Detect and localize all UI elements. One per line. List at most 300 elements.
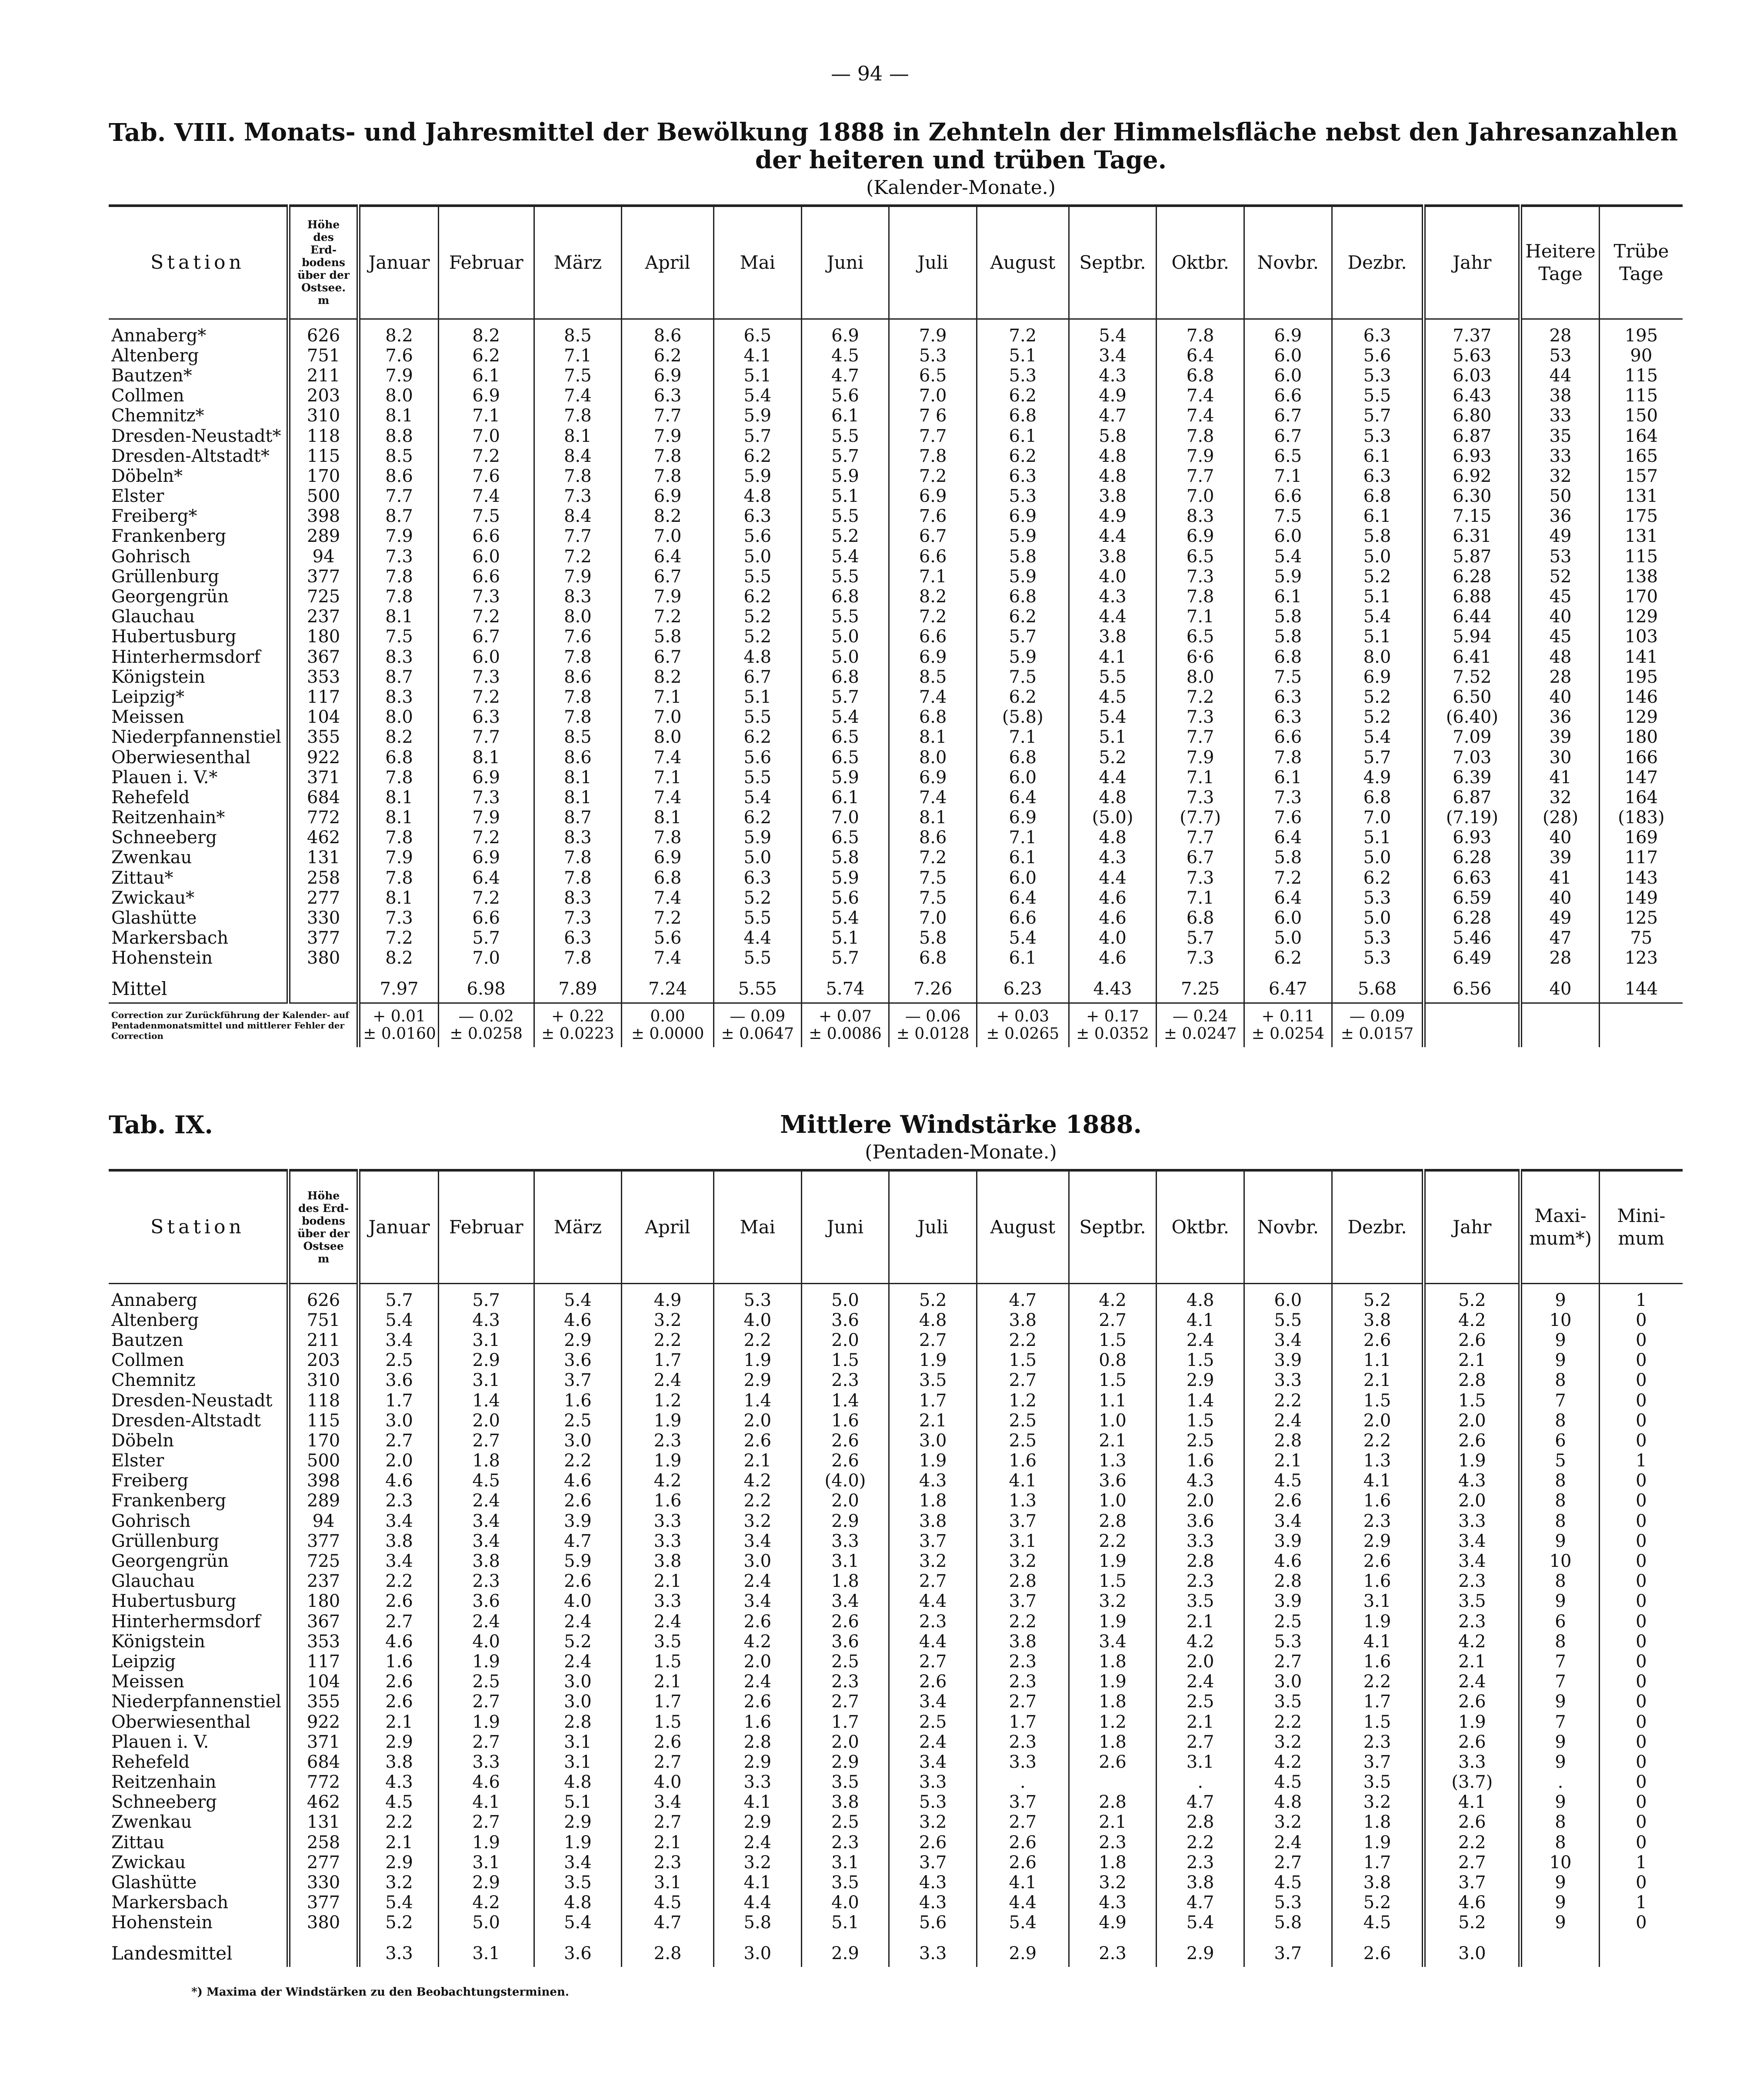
station-name: Glauchau xyxy=(111,607,195,627)
month-value: 4.4 xyxy=(713,928,801,948)
year-value: 4.1 xyxy=(1424,1792,1520,1812)
month-value: 3.2 xyxy=(713,1853,801,1873)
month-value: 8.4 xyxy=(534,446,622,466)
month-value: 3.4 xyxy=(534,1853,622,1873)
month-value: 2.6 xyxy=(359,1591,439,1611)
year-header: Jahr xyxy=(1424,206,1520,319)
month-value: 5.8 xyxy=(1244,1913,1332,1933)
month-value: 6.6 xyxy=(438,567,534,587)
month-value: 6.9 xyxy=(889,768,977,788)
month-value: 6.5 xyxy=(713,319,801,346)
month-value: 2.4 xyxy=(713,1672,801,1692)
month-value: 5.9 xyxy=(977,526,1069,546)
month-value: 4.1 xyxy=(438,1792,534,1812)
year-value: 6.30 xyxy=(1424,486,1520,506)
mean-month-value: 7.89 xyxy=(534,968,622,1003)
month-value: 7.8 xyxy=(359,567,439,587)
table-row xyxy=(109,567,1683,587)
month-value: 8.3 xyxy=(534,828,622,848)
clear-days-value: 40 xyxy=(1520,888,1600,908)
month-value: 4.5 xyxy=(438,1471,534,1491)
month-value: 4.6 xyxy=(438,1772,534,1792)
month-value: 1.6 xyxy=(1157,1451,1244,1471)
clear-days-value: 32 xyxy=(1520,466,1600,486)
month-value: 7.9 xyxy=(1157,747,1244,767)
month-value: 6.3 xyxy=(534,928,622,948)
month-value: 1.4 xyxy=(713,1390,801,1410)
year-value: 2.3 xyxy=(1424,1571,1520,1591)
month-value: 2.3 xyxy=(889,1612,977,1632)
month-value: 3.6 xyxy=(438,1591,534,1611)
month-value: 1.5 xyxy=(977,1350,1069,1370)
elevation-value: 289 xyxy=(288,526,358,546)
month-value: 7.5 xyxy=(1244,506,1332,526)
minimum-value: 0 xyxy=(1599,1632,1683,1652)
table-row xyxy=(109,486,1683,506)
station-name: Frankenberg xyxy=(111,526,227,547)
month-value: 7.5 xyxy=(977,667,1069,687)
month-value: 6.9 xyxy=(438,386,534,406)
mean-month-value: 4.43 xyxy=(1069,968,1157,1003)
month-value: 5.3 xyxy=(713,1283,801,1310)
month-value: 7.3 xyxy=(1157,948,1244,968)
month-value: 6.8 xyxy=(359,747,439,767)
elevation-value: 355 xyxy=(288,727,358,747)
month-value: 2.4 xyxy=(1244,1833,1332,1853)
elevation-header-line: m xyxy=(317,294,330,307)
tab9-title: Mittlere Windstärke 1888. xyxy=(780,1110,1142,1139)
table-row xyxy=(109,386,1683,406)
station-name: Leipzig xyxy=(111,1651,176,1672)
month-value: 4.8 xyxy=(1069,828,1157,848)
month-value: 1.5 xyxy=(801,1350,889,1370)
mean-month-value: 2.9 xyxy=(1157,1933,1244,1967)
month-value: 5.4 xyxy=(359,1893,439,1913)
month-value: 3.2 xyxy=(977,1551,1069,1571)
minimum-value: 0 xyxy=(1599,1491,1683,1511)
month-value: 2.0 xyxy=(438,1411,534,1431)
month-value: 7 6 xyxy=(889,406,977,426)
month-value: 7.8 xyxy=(534,647,622,667)
station-name: Bautzen xyxy=(111,1330,183,1350)
correction-error: ± 0.0160 xyxy=(363,1025,436,1043)
month-value: 6.3 xyxy=(622,386,714,406)
month-value: 7.8 xyxy=(622,466,714,486)
month-value: 7.7 xyxy=(1157,466,1244,486)
month-value: 6.1 xyxy=(1244,768,1332,788)
clear-days-value: 47 xyxy=(1520,928,1600,948)
month-value: 2.1 xyxy=(1157,1612,1244,1632)
month-value: 6.2 xyxy=(713,587,801,607)
month-value: 7.3 xyxy=(359,908,439,928)
minimum-value: 1 xyxy=(1599,1451,1683,1471)
correction-cell xyxy=(438,1003,534,1047)
station-name: Altenberg xyxy=(111,345,199,366)
month-value: 2.5 xyxy=(977,1411,1069,1431)
correction-value: + 0.22 xyxy=(551,1007,604,1025)
year-value: 5.94 xyxy=(1424,627,1520,647)
month-value: 2.5 xyxy=(889,1712,977,1732)
month-value: 3.6 xyxy=(534,1350,622,1370)
month-value: 4.5 xyxy=(801,346,889,366)
year-value: 6.41 xyxy=(1424,647,1520,667)
elevation-value: 772 xyxy=(288,1772,358,1792)
year-value: 2.8 xyxy=(1424,1370,1520,1390)
month-value: 7.2 xyxy=(438,607,534,627)
month-value: 2.8 xyxy=(977,1571,1069,1591)
month-value: 5.6 xyxy=(801,386,889,406)
clear-days-value: 40 xyxy=(1520,828,1600,848)
table-row xyxy=(109,627,1683,647)
month-value: 7.5 xyxy=(534,366,622,386)
month-value: 3.7 xyxy=(889,1531,977,1551)
month-value: 1.5 xyxy=(1069,1330,1157,1350)
month-value: 6.6 xyxy=(977,908,1069,928)
month-value: 3.4 xyxy=(438,1531,534,1551)
month-value: 5.5 xyxy=(801,567,889,587)
year-value: 4.2 xyxy=(1424,1632,1520,1652)
correction-value: — 0.02 xyxy=(458,1007,514,1025)
month-value: 3.8 xyxy=(977,1632,1069,1652)
month-value: 4.8 xyxy=(534,1893,622,1913)
month-value: 7.6 xyxy=(534,627,622,647)
month-value: 3.3 xyxy=(622,1531,714,1551)
month-value: 5.3 xyxy=(1332,888,1424,908)
month-value: 7.4 xyxy=(622,948,714,968)
month-value: 8.3 xyxy=(534,888,622,908)
clear-days-value: 40 xyxy=(1520,687,1600,707)
month-value: 3.9 xyxy=(534,1511,622,1531)
month-value: 7.2 xyxy=(622,908,714,928)
month-value: 2.4 xyxy=(534,1612,622,1632)
month-value: 7.8 xyxy=(622,828,714,848)
month-value: 2.7 xyxy=(622,1812,714,1832)
month-value: 6.9 xyxy=(1332,667,1424,687)
month-value: 3.4 xyxy=(801,1591,889,1611)
month-value: 5.2 xyxy=(534,1632,622,1652)
month-value: 4.7 xyxy=(977,1283,1069,1310)
month-value: 7.3 xyxy=(438,788,534,808)
correction-cell xyxy=(977,1003,1069,1047)
month-value: 6.5 xyxy=(1244,446,1332,466)
tab8-label: Tab. VIII. xyxy=(109,118,236,147)
month-value: 2.1 xyxy=(889,1411,977,1431)
month-value: 3.7 xyxy=(889,1853,977,1873)
correction-cell xyxy=(713,1003,801,1047)
correction-error: ± 0.0254 xyxy=(1251,1025,1325,1043)
month-value: 3.2 xyxy=(713,1511,801,1531)
clear-days-value: 28 xyxy=(1520,667,1600,687)
month-header: Juni xyxy=(801,206,889,319)
elevation-value: 310 xyxy=(288,406,358,426)
month-value: 2.4 xyxy=(1157,1330,1244,1350)
station-name: Hubertusburg xyxy=(111,627,237,647)
month-value: 8.6 xyxy=(622,319,714,346)
month-value: 4.4 xyxy=(1069,607,1157,627)
table-row xyxy=(109,1451,1683,1471)
month-value: 1.7 xyxy=(622,1692,714,1712)
month-value: 2.7 xyxy=(438,1431,534,1451)
month-value: 3.3 xyxy=(1157,1531,1244,1551)
elevation-header-line: Höhe xyxy=(307,218,340,231)
table-row xyxy=(109,547,1683,567)
month-value: 5.1 xyxy=(977,346,1069,366)
overcast-days-value: 117 xyxy=(1599,848,1683,868)
year-value: (7.19) xyxy=(1424,808,1520,828)
mean-month-value: 3.6 xyxy=(534,1933,622,1967)
month-value: 2.5 xyxy=(1244,1612,1332,1632)
month-value: 7.8 xyxy=(359,587,439,607)
minimum-value: 0 xyxy=(1599,1812,1683,1832)
month-value: 1.3 xyxy=(1069,1451,1157,1471)
month-value: 3.2 xyxy=(1069,1873,1157,1893)
month-value: 2.8 xyxy=(1069,1792,1157,1812)
station-name: Hohenstein xyxy=(111,1913,213,1933)
month-value: 6.7 xyxy=(622,567,714,587)
clear-days-value: 41 xyxy=(1520,768,1600,788)
elevation-value: 398 xyxy=(288,1471,358,1491)
table-row xyxy=(109,667,1683,687)
month-value: 2.9 xyxy=(801,1752,889,1772)
elevation-value: 131 xyxy=(288,848,358,868)
minimum-value: 0 xyxy=(1599,1591,1683,1611)
month-value: 2.5 xyxy=(534,1411,622,1431)
month-value: 2.3 xyxy=(622,1431,714,1451)
month-value: 7.2 xyxy=(977,319,1069,346)
year-value: 2.2 xyxy=(1424,1833,1520,1853)
month-value: 5.1 xyxy=(1332,627,1424,647)
table-row xyxy=(109,727,1683,747)
overcast-days-header-line: Trübe xyxy=(1613,240,1669,262)
month-value: 6.7 xyxy=(622,647,714,667)
elevation-value: 211 xyxy=(288,366,358,386)
month-value: 2.4 xyxy=(713,1833,801,1853)
month-value: 5.4 xyxy=(801,707,889,727)
month-value: 2.4 xyxy=(713,1571,801,1591)
correction-error: ± 0.0258 xyxy=(450,1025,523,1043)
maximum-value: 9 xyxy=(1520,1531,1600,1551)
month-value: 4.6 xyxy=(1069,888,1157,908)
clear-days-value: 45 xyxy=(1520,627,1600,647)
month-value: 4.4 xyxy=(889,1591,977,1611)
month-value: 3.1 xyxy=(977,1531,1069,1551)
month-value: 6.8 xyxy=(889,948,977,968)
maximum-value: 8 xyxy=(1520,1370,1600,1390)
month-value: 6.3 xyxy=(438,707,534,727)
month-value: 7.3 xyxy=(438,667,534,687)
year-value: 2.4 xyxy=(1424,1672,1520,1692)
month-value: 2.0 xyxy=(801,1732,889,1752)
month-value: 5.0 xyxy=(1244,928,1332,948)
month-value: 3.5 xyxy=(801,1873,889,1893)
table-row xyxy=(109,747,1683,767)
elevation-value: 380 xyxy=(288,1913,358,1933)
month-value: 4.8 xyxy=(713,486,801,506)
station-name: Reitzenhain* xyxy=(111,808,225,828)
clear-days-value: 49 xyxy=(1520,908,1600,928)
mean-month-value: 3.7 xyxy=(1244,1933,1332,1967)
overcast-days-value: 146 xyxy=(1599,687,1683,707)
month-value: 4.3 xyxy=(1069,1893,1157,1913)
elevation-value: 922 xyxy=(288,747,358,767)
minimum-value: 0 xyxy=(1599,1471,1683,1491)
station-name: Zwickau xyxy=(111,1852,186,1873)
elevation-value: 118 xyxy=(288,426,358,446)
month-value: 2.9 xyxy=(438,1350,534,1370)
month-value: 5.7 xyxy=(713,426,801,446)
table-row xyxy=(109,1471,1683,1491)
month-value: 6.6 xyxy=(889,547,977,567)
month-value: 3.2 xyxy=(1069,1591,1157,1611)
mean-month-value: 5.68 xyxy=(1332,968,1424,1003)
month-value: 7.1 xyxy=(622,768,714,788)
month-header: Oktbr. xyxy=(1157,206,1244,319)
month-value: 7.6 xyxy=(889,506,977,526)
month-value: 2.8 xyxy=(1069,1511,1157,1531)
month-value: 7.3 xyxy=(534,908,622,928)
elevation-value: 500 xyxy=(288,486,358,506)
month-value: 2.3 xyxy=(977,1732,1069,1752)
minimum-value: 0 xyxy=(1599,1330,1683,1350)
station-name: Glashütte xyxy=(111,908,197,928)
minimum-value: 0 xyxy=(1599,1873,1683,1893)
month-value: 7.3 xyxy=(1244,788,1332,808)
month-value: 6.0 xyxy=(438,547,534,567)
month-value: 7.8 xyxy=(1244,747,1332,767)
month-value: 2.8 xyxy=(1244,1431,1332,1451)
month-value: 5.7 xyxy=(438,928,534,948)
year-value: 6.28 xyxy=(1424,567,1520,587)
month-header: Januar xyxy=(359,206,439,319)
month-value: 4.8 xyxy=(1157,1283,1244,1310)
station-name: Collmen xyxy=(111,1350,184,1371)
month-value: 2.6 xyxy=(713,1612,801,1632)
month-value: 6.5 xyxy=(1157,547,1244,567)
elevation-value: 289 xyxy=(288,1491,358,1511)
month-value: 3.1 xyxy=(438,1330,534,1350)
month-value: 8.7 xyxy=(359,667,439,687)
month-value: 5.2 xyxy=(1332,707,1424,727)
month-value: 5.8 xyxy=(1332,526,1424,546)
clear-days-value: 33 xyxy=(1520,446,1600,466)
month-value: 6.1 xyxy=(1244,587,1332,607)
table-row xyxy=(109,426,1683,446)
month-value: 2.7 xyxy=(1157,1732,1244,1752)
month-value: 4.5 xyxy=(1244,1772,1332,1792)
station-name: Grüllenburg xyxy=(111,566,219,587)
year-value: 6.87 xyxy=(1424,426,1520,446)
month-value: 1.5 xyxy=(1069,1370,1157,1390)
month-value: 7.8 xyxy=(359,828,439,848)
station-name: Rehefeld xyxy=(111,787,190,808)
clear-days-value: 45 xyxy=(1520,587,1600,607)
month-value: 2.7 xyxy=(889,1652,977,1672)
month-value: 3.8 xyxy=(1157,1873,1244,1893)
mean-month-value: 5.55 xyxy=(713,968,801,1003)
month-value: 3.1 xyxy=(1157,1752,1244,1772)
month-value: 3.3 xyxy=(438,1752,534,1772)
month-value: 7.1 xyxy=(1244,466,1332,486)
mean-month-value: 5.74 xyxy=(801,968,889,1003)
month-value: 7.5 xyxy=(359,627,439,647)
mean-month-value: 6.47 xyxy=(1244,968,1332,1003)
month-value: . xyxy=(1157,1772,1244,1792)
month-value: 1.6 xyxy=(359,1652,439,1672)
overcast-days-value: 131 xyxy=(1599,486,1683,506)
month-value: 5.1 xyxy=(1332,587,1424,607)
month-value: 6.0 xyxy=(1244,1283,1332,1310)
month-value: 5.8 xyxy=(1244,848,1332,868)
month-header: Juni xyxy=(801,1170,889,1283)
overcast-days-value: 166 xyxy=(1599,747,1683,767)
table-row xyxy=(109,1283,1683,1310)
year-value: 6.59 xyxy=(1424,888,1520,908)
maximum-value: 9 xyxy=(1520,1591,1600,1611)
month-value: 2.0 xyxy=(713,1652,801,1672)
month-value: 6.2 xyxy=(977,687,1069,707)
month-value: 5.7 xyxy=(801,446,889,466)
elevation-value: 377 xyxy=(288,1531,358,1551)
overcast-days-value: 90 xyxy=(1599,346,1683,366)
maximum-value: 8 xyxy=(1520,1471,1600,1491)
month-value: 7.1 xyxy=(534,346,622,366)
month-value: 3.8 xyxy=(889,1511,977,1531)
month-value: 4.0 xyxy=(622,1772,714,1792)
month-value: 5.9 xyxy=(713,466,801,486)
table-row xyxy=(109,346,1683,366)
month-value: 8.5 xyxy=(359,446,439,466)
month-value: 2.7 xyxy=(889,1571,977,1591)
month-value: 1.9 xyxy=(1069,1551,1157,1571)
month-value: 8.4 xyxy=(534,506,622,526)
month-value: 7.8 xyxy=(1157,319,1244,346)
month-value: . xyxy=(977,1772,1069,1792)
month-value: 2.3 xyxy=(1157,1571,1244,1591)
month-value: 4.1 xyxy=(977,1471,1069,1491)
elevation-header-line: des xyxy=(313,231,334,244)
year-value: 4.6 xyxy=(1424,1893,1520,1913)
month-value: 6.9 xyxy=(622,366,714,386)
elevation-header-line: Erd- xyxy=(310,244,337,257)
minimum-header-line: mum xyxy=(1618,1227,1665,1249)
month-value: 8.5 xyxy=(534,727,622,747)
year-value: 3.4 xyxy=(1424,1551,1520,1571)
correction-error: ± 0.0000 xyxy=(631,1025,704,1043)
clear-days-value: (28) xyxy=(1520,808,1600,828)
month-value: 3.6 xyxy=(1069,1471,1157,1491)
month-value: 6.3 xyxy=(713,506,801,526)
table-row xyxy=(109,707,1683,727)
month-value: 6.9 xyxy=(1157,526,1244,546)
mean-month-value: 2.3 xyxy=(1069,1933,1157,1967)
table-row xyxy=(109,1571,1683,1591)
month-value: 1.8 xyxy=(1332,1812,1424,1832)
clear-days-value: 28 xyxy=(1520,948,1600,968)
clear-days-value: 52 xyxy=(1520,567,1600,587)
month-value: 1.7 xyxy=(977,1712,1069,1732)
station-name: Annaberg xyxy=(111,1290,198,1310)
minimum-header xyxy=(1599,1170,1683,1283)
month-value: 7.2 xyxy=(438,828,534,848)
month-value: 8.1 xyxy=(359,788,439,808)
station-name: Chemnitz* xyxy=(111,406,204,426)
month-header: Dezbr. xyxy=(1332,1170,1424,1283)
year-value: 2.6 xyxy=(1424,1812,1520,1832)
month-value: 3.1 xyxy=(438,1853,534,1873)
month-value: 3.2 xyxy=(889,1551,977,1571)
elevation-header xyxy=(288,1170,358,1283)
mean-month-value: 7.26 xyxy=(889,968,977,1003)
